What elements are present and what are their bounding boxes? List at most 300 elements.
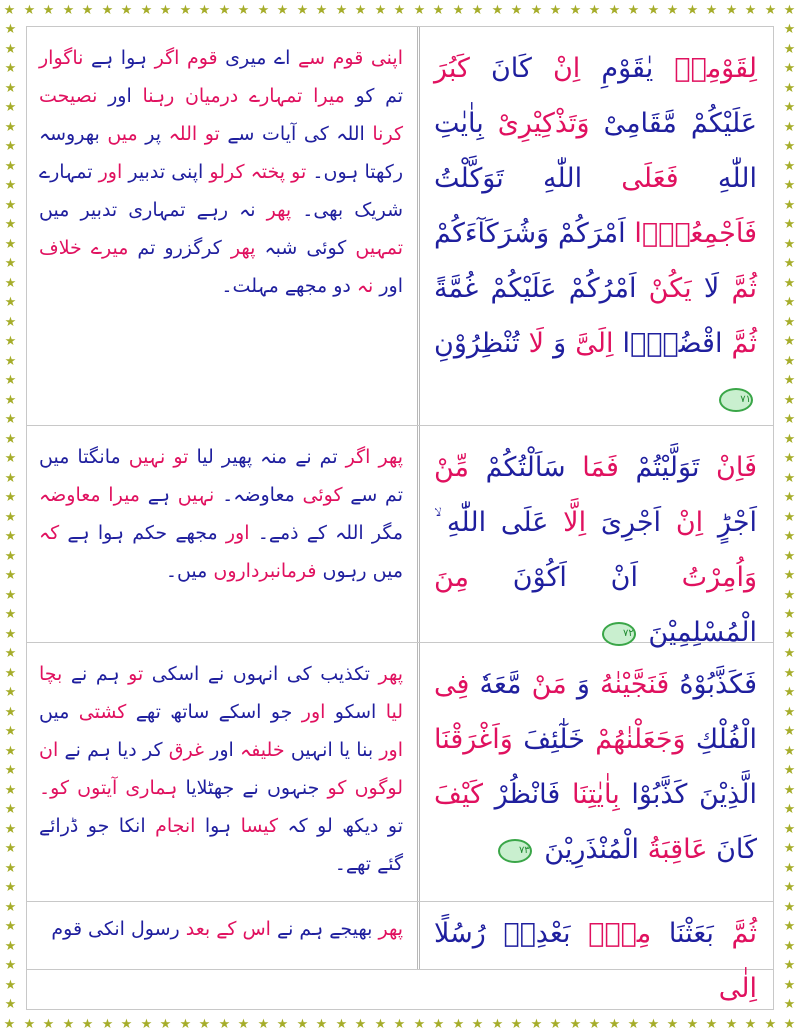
arabic-verse <box>434 53 757 359</box>
text-run: تو <box>119 663 144 685</box>
border-star-icon: ★ <box>159 1017 172 1032</box>
border-star-icon: ★ <box>783 451 796 466</box>
text-run: عَاقِبَةُ <box>639 834 708 865</box>
text-run: نصیحت کرنا <box>39 85 403 145</box>
text-run: میرا معاوضہ <box>39 484 140 506</box>
urdu-translation-cell <box>27 902 417 969</box>
border-star-icon: ★ <box>783 373 796 388</box>
border-star-icon: ★ <box>4 510 17 525</box>
border-star-icon: ★ <box>413 1017 426 1032</box>
text-run: كَيْفَ <box>434 779 483 810</box>
text-run: فَانْظُرْ <box>482 779 561 810</box>
text-run: اَنْ <box>566 562 638 593</box>
urdu-translation <box>39 47 403 297</box>
border-star-icon: ★ <box>452 1017 465 1032</box>
text-run: کشتی <box>69 701 127 723</box>
border-star-icon: ★ <box>530 1017 543 1032</box>
border-star-icon: ★ <box>81 3 94 18</box>
border-star-icon: ★ <box>4 861 17 876</box>
text-run: فَاَجْمِعُوْۤا <box>625 218 757 249</box>
border-star-icon: ★ <box>4 627 17 642</box>
text-run: عَلَى <box>486 507 549 538</box>
text-run: میرے <box>81 237 129 259</box>
text-run: الَّذِيْنَ <box>687 779 757 810</box>
border-star-icon: ★ <box>4 529 17 544</box>
text-run: رُسُلًا <box>434 918 486 949</box>
border-star-icon: ★ <box>510 3 523 18</box>
text-run: میں <box>99 123 138 145</box>
text-run: فِى <box>434 669 470 700</box>
border-star-icon: ★ <box>432 3 445 18</box>
border-star-icon: ★ <box>4 744 17 759</box>
border-star-icon: ★ <box>783 354 796 369</box>
border-star-icon: ★ <box>198 1017 211 1032</box>
text-run: مانگتا میں تم سے <box>39 446 403 506</box>
border-star-icon: ★ <box>569 1017 582 1032</box>
border-star-icon: ★ <box>159 3 172 18</box>
border-star-icon: ★ <box>179 3 192 18</box>
border-star-icon: ★ <box>783 393 796 408</box>
border-star-icon: ★ <box>783 178 796 193</box>
border-star-icon: ★ <box>491 3 504 18</box>
border-star-icon: ★ <box>783 939 796 954</box>
border-star-icon: ★ <box>783 880 796 895</box>
border-star-icon: ★ <box>218 1017 231 1032</box>
text-run: اسکو <box>325 701 377 723</box>
border-star-icon: ★ <box>783 607 796 622</box>
border-star-icon: ★ <box>4 568 17 583</box>
text-run: ہے <box>139 484 170 506</box>
text-run: وَشُرَكَآءَكُمْ <box>434 218 550 249</box>
text-run: جنہوں نے جھٹلایا <box>177 777 320 799</box>
border-star-icon: ★ <box>549 1017 562 1032</box>
border-star-icon: ★ <box>647 1017 660 1032</box>
border-star-icon: ★ <box>4 646 17 661</box>
text-run: بنا یا <box>332 739 374 761</box>
border-star-icon: ★ <box>120 3 133 18</box>
border-star-icon: ★ <box>4 549 17 564</box>
border-star-icon: ★ <box>4 217 17 232</box>
text-run: کہ <box>39 522 60 544</box>
border-star-icon: ★ <box>81 1017 94 1032</box>
text-run: تمہیں <box>346 237 403 259</box>
border-star-icon: ★ <box>783 666 796 681</box>
verse-row-71 <box>27 27 773 426</box>
border-star-icon: ★ <box>354 3 367 18</box>
border-star-icon: ★ <box>374 1017 387 1032</box>
border-star-icon: ★ <box>783 22 796 37</box>
border-star-icon: ★ <box>4 997 17 1012</box>
text-run: خَلٰٓئِفَ <box>512 724 585 755</box>
border-star-icon: ★ <box>4 724 17 739</box>
text-run: تَوَلَّيْتُمْ <box>618 452 700 483</box>
border-star-icon: ★ <box>23 3 36 18</box>
text-run: تمہاری تدبیر میں <box>39 199 186 221</box>
border-star-icon: ★ <box>335 3 348 18</box>
border-star-icon: ★ <box>4 958 17 973</box>
verse-table <box>26 26 774 1010</box>
border-star-icon: ★ <box>4 705 17 720</box>
text-run: ان لوگوں کو <box>39 739 403 799</box>
text-run: رہوں <box>316 560 367 582</box>
border-star-icon: ★ <box>23 1017 36 1032</box>
border-star-icon: ★ <box>666 1017 679 1032</box>
text-run: اور <box>217 522 250 544</box>
text-run: بِاٰيٰتِ <box>434 108 484 139</box>
border-star-icon: ★ <box>62 1017 75 1032</box>
border-star-icon: ★ <box>783 295 796 310</box>
text-run: فَكَذَّبُوْهُ <box>669 669 757 700</box>
text-run: مگر <box>363 522 404 544</box>
border-star-icon: ★ <box>471 3 484 18</box>
text-run: ہوا ہے <box>83 47 148 69</box>
border-star-icon: ★ <box>783 646 796 661</box>
text-run: ثُمَّ <box>719 273 757 304</box>
text-run: يٰقَوْمِ <box>580 53 654 84</box>
border-star-icon: ★ <box>101 1017 114 1032</box>
border-star-icon: ★ <box>4 334 17 349</box>
arabic-text-cell <box>417 426 773 648</box>
urdu-translation <box>39 446 403 582</box>
border-star-icon: ★ <box>4 412 17 427</box>
text-run: اللّٰهِ <box>678 163 757 194</box>
text-run: کوئی <box>297 237 347 259</box>
border-star-icon: ★ <box>783 588 796 603</box>
verse-row-72 <box>27 426 773 648</box>
text-run: کر دیا ہم نے <box>58 739 163 761</box>
text-run: قوم اگر <box>147 47 218 69</box>
border-star-icon: ★ <box>4 276 17 291</box>
border-star-icon: ★ <box>62 3 75 18</box>
text-run: كَذَّبُوْا <box>619 779 688 810</box>
text-run: يَكُنْ <box>636 273 692 304</box>
arabic-verse <box>434 669 757 865</box>
urdu-translation <box>51 918 403 940</box>
border-star-icon: ★ <box>783 568 796 583</box>
text-run: بھروسہ رکھتا ہوں۔ <box>39 123 404 183</box>
urdu-translation-cell <box>27 27 417 425</box>
text-run: معاوضہ۔ <box>214 484 295 506</box>
border-star-icon: ★ <box>4 607 17 622</box>
border-star-icon: ★ <box>608 1017 621 1032</box>
border-star-icon: ★ <box>4 42 17 57</box>
arabic-text-cell <box>417 27 773 425</box>
text-run: بِاٰيٰتِنَا <box>560 779 620 810</box>
border-star-icon: ★ <box>4 295 17 310</box>
text-run: غُمَّةً <box>434 273 479 304</box>
border-star-icon: ★ <box>725 3 738 18</box>
text-run: اور <box>292 701 326 723</box>
border-star-icon: ★ <box>4 978 17 993</box>
border-star-icon: ★ <box>237 3 250 18</box>
border-star-icon: ★ <box>4 588 17 603</box>
text-run: پھر اگر <box>337 446 404 468</box>
text-run: نہ <box>350 275 374 297</box>
border-star-icon: ★ <box>783 861 796 876</box>
text-run: بھیجے ہم نے <box>270 918 373 940</box>
text-run: تو اللہ <box>161 123 220 145</box>
text-run: بچا لیا <box>39 663 404 723</box>
border-star-icon: ★ <box>315 1017 328 1032</box>
text-run: فرمانبرداروں <box>207 560 317 582</box>
text-run: تُنْظِرُوْنِ <box>434 328 520 359</box>
border-star-icon: ★ <box>140 3 153 18</box>
text-run: انکا جو ڈرائے گئے تھے۔ <box>39 815 403 875</box>
border-star-icon: ★ <box>783 139 796 154</box>
border-star-icon: ★ <box>686 3 699 18</box>
text-run: ثُمَّ <box>713 918 757 949</box>
border-star-icon: ★ <box>257 1017 270 1032</box>
text-run: فَنَجَّيْنٰهُ <box>589 669 670 700</box>
border-star-icon: ★ <box>783 724 796 739</box>
text-run: مَّعَهٗ <box>469 669 522 700</box>
border-star-icon: ★ <box>4 139 17 154</box>
text-run: پھر <box>221 237 256 259</box>
border-star-icon: ★ <box>705 1017 718 1032</box>
text-run: کوئی <box>294 484 343 506</box>
text-run: کیسا <box>231 815 279 837</box>
border-star-icon: ★ <box>744 1017 757 1032</box>
text-run: پھر <box>372 918 403 940</box>
border-star-icon: ★ <box>198 3 211 18</box>
border-star-icon: ★ <box>783 997 796 1012</box>
border-star-icon: ★ <box>725 1017 738 1032</box>
text-run: كَانَ <box>469 53 532 84</box>
text-run: ہوا <box>195 815 232 837</box>
text-run: اپنی قوم سے <box>290 47 403 69</box>
text-run: اَجْرٍؕ <box>703 507 758 538</box>
text-run: تم نے منہ پھیر لیا <box>188 446 338 468</box>
border-star-icon: ★ <box>296 1017 309 1032</box>
border-star-icon: ★ <box>783 412 796 427</box>
text-run: الْفُلْكِ <box>685 724 758 755</box>
border-star-icon: ★ <box>783 334 796 349</box>
border-star-icon: ★ <box>4 471 17 486</box>
text-run: عَلَيْكُمْ <box>676 108 757 139</box>
arabic-verse <box>434 918 757 1004</box>
border-star-icon: ★ <box>627 1017 640 1032</box>
text-run: اللّٰهِ <box>503 163 583 194</box>
border-star-icon: ★ <box>4 939 17 954</box>
text-run: پھر <box>255 199 292 221</box>
text-run: اے میری <box>217 47 291 69</box>
verse-row-74-partial <box>27 902 773 1004</box>
text-run: تو دیکھ لو کہ <box>278 815 403 837</box>
border-star-icon: ★ <box>783 237 796 252</box>
border-star-icon: ★ <box>783 783 796 798</box>
border-star-icon: ★ <box>764 1017 777 1032</box>
border-star-icon: ★ <box>4 393 17 408</box>
border-star-icon: ★ <box>705 3 718 18</box>
ayah-number-icon: ٧٣ <box>498 839 532 863</box>
border-star-icon: ★ <box>783 276 796 291</box>
border-star-icon: ★ <box>4 61 17 76</box>
border-star-icon: ★ <box>491 1017 504 1032</box>
border-star-icon: ★ <box>569 3 582 18</box>
text-run: فَعَلَى <box>582 163 679 194</box>
border-star-icon: ★ <box>783 100 796 115</box>
border-star-icon: ★ <box>354 1017 367 1032</box>
border-star-icon: ★ <box>4 822 17 837</box>
border-star-icon: ★ <box>4 256 17 271</box>
text-run: مَنْ <box>521 669 567 700</box>
border-star-icon: ★ <box>4 354 17 369</box>
text-run: اور <box>373 275 403 297</box>
text-run: پر <box>137 123 162 145</box>
border-star-icon: ★ <box>4 451 17 466</box>
border-star-icon: ★ <box>140 1017 153 1032</box>
border-star-icon: ★ <box>627 3 640 18</box>
ayah-number-icon: ٧١ <box>719 388 753 412</box>
border-star-icon: ★ <box>783 81 796 96</box>
border-star-icon: ★ <box>783 315 796 330</box>
arabic-verse <box>434 452 757 648</box>
text-run: تم کو <box>344 85 404 107</box>
text-run: انجام <box>145 815 196 837</box>
border-star-icon: ★ <box>783 61 796 76</box>
text-run: وَتَذْكِيْرِىْ <box>483 108 590 139</box>
text-run: اِلٰى <box>718 973 757 1004</box>
border-star-icon: ★ <box>4 237 17 252</box>
text-run: اَكُوْنَ <box>469 562 567 593</box>
text-run: اللہ کی آیات سے <box>219 123 365 145</box>
border-star-icon: ★ <box>588 3 601 18</box>
text-run: اور <box>92 161 123 183</box>
border-star-icon: ★ <box>4 880 17 895</box>
border-star-icon: ★ <box>101 3 114 18</box>
border-star-icon: ★ <box>783 42 796 57</box>
border-star-icon: ★ <box>335 1017 348 1032</box>
border-star-icon: ★ <box>783 120 796 135</box>
text-run: میں <box>39 701 70 723</box>
text-run: ہم نے <box>62 663 120 685</box>
border-star-icon: ★ <box>530 3 543 18</box>
text-run: تو نہیں <box>120 446 189 468</box>
border-star-icon: ★ <box>783 685 796 700</box>
border-star-icon: ★ <box>783 510 796 525</box>
border-star-icon: ★ <box>783 159 796 174</box>
text-run: تو پختہ کرلو <box>203 161 307 183</box>
text-run: لِقَوْمِهٖ <box>653 53 757 84</box>
text-run: ہماری آیتوں کو۔ <box>39 777 178 799</box>
border-star-icon: ★ <box>4 198 17 213</box>
text-run: تَوَكَّلْتُ <box>434 163 504 194</box>
border-star-icon: ★ <box>686 1017 699 1032</box>
border-star-icon: ★ <box>237 1017 250 1032</box>
verse-row-73 <box>27 643 773 902</box>
text-run: اور <box>373 739 404 761</box>
text-run: مجھے حکم ہوا ہے <box>59 522 218 544</box>
border-star-icon: ★ <box>471 1017 484 1032</box>
text-run: الْمُنْذَرِيْنَ <box>544 834 640 865</box>
text-run: عَلَيْكُمْ <box>478 273 557 304</box>
border-star-icon: ★ <box>3 1017 16 1032</box>
text-run: وَاُمِرْتُ <box>637 562 757 593</box>
border-star-icon: ★ <box>413 3 426 18</box>
border-star-icon: ★ <box>764 3 777 18</box>
text-run: اِلَّا <box>548 507 587 538</box>
border-star-icon: ★ <box>4 432 17 447</box>
text-run: مہلت۔ <box>221 275 279 297</box>
text-run: رسول انکی قوم <box>51 918 180 940</box>
border-star-icon: ★ <box>4 315 17 330</box>
border-star-icon: ★ <box>783 529 796 544</box>
text-run: بَعَثْنَا <box>651 918 714 949</box>
text-run: میں <box>366 560 403 582</box>
text-run: اور <box>97 85 132 107</box>
border-star-icon: ★ <box>4 763 17 778</box>
border-star-icon: ★ <box>296 3 309 18</box>
text-run: اَمْرُكُمْ <box>556 273 637 304</box>
text-run: اَمْرَكُمْ <box>549 218 626 249</box>
text-run: لَا <box>519 328 545 359</box>
text-run: ناگوار <box>39 47 84 69</box>
border-star-icon: ★ <box>783 198 796 213</box>
text-run: سَاَلْتُكُمْ <box>469 452 566 483</box>
text-run: دو مجھے <box>278 275 351 297</box>
text-run: اَجْرِىَ <box>586 507 662 538</box>
text-run: كَانَ <box>707 834 757 865</box>
text-run: خلاف <box>39 237 82 259</box>
text-run: تکذیب کی انہوں نے اسکی <box>143 663 370 685</box>
text-run: کرگزرو تم <box>128 237 222 259</box>
border-star-icon: ★ <box>4 159 17 174</box>
border-star-icon: ★ <box>783 744 796 759</box>
text-run: میں۔ <box>165 560 208 582</box>
border-star-icon: ★ <box>276 3 289 18</box>
urdu-translation <box>39 663 403 875</box>
border-star-icon: ★ <box>783 958 796 973</box>
text-run: اِلَىَّ <box>566 328 614 359</box>
border-star-icon: ★ <box>783 841 796 856</box>
text-run: غرق <box>162 739 204 761</box>
border-star-icon: ★ <box>4 373 17 388</box>
border-star-icon: ★ <box>452 3 465 18</box>
text-run: اس کے بعد <box>179 918 271 940</box>
text-run: شبہ <box>255 237 298 259</box>
border-star-icon: ★ <box>783 256 796 271</box>
border-star-icon: ★ <box>647 3 660 18</box>
arabic-text-cell <box>417 902 773 1004</box>
text-run: ثُمَّ <box>722 328 757 359</box>
border-star-icon: ★ <box>4 120 17 135</box>
border-star-icon: ★ <box>179 1017 192 1032</box>
border-star-icon: ★ <box>4 666 17 681</box>
text-run: الْمُسْلِمِيْنَ <box>648 617 757 648</box>
border-star-icon: ★ <box>4 81 17 96</box>
border-star-icon: ★ <box>510 1017 523 1032</box>
text-run: اقْضُوْۤا <box>613 328 723 359</box>
border-star-icon: ★ <box>4 22 17 37</box>
text-run: وَ <box>566 669 590 700</box>
text-run: لَا <box>691 273 720 304</box>
border-star-icon: ★ <box>393 3 406 18</box>
border-star-icon: ★ <box>588 1017 601 1032</box>
border-star-icon: ★ <box>42 3 55 18</box>
border-star-icon: ★ <box>120 1017 133 1032</box>
text-run: اللّٰهِ ۙ <box>434 507 487 538</box>
border-star-icon: ★ <box>783 490 796 505</box>
text-run: جو اسکے ساتھ تھے <box>126 701 293 723</box>
border-star-icon: ★ <box>218 3 231 18</box>
urdu-translation-cell <box>27 426 417 642</box>
border-star-icon: ★ <box>4 919 17 934</box>
urdu-translation-cell <box>27 643 417 901</box>
text-run: فَاِنْ <box>699 452 757 483</box>
border-star-icon: ★ <box>549 3 562 18</box>
border-star-icon: ★ <box>783 978 796 993</box>
text-run: مِّنْ <box>434 452 470 483</box>
